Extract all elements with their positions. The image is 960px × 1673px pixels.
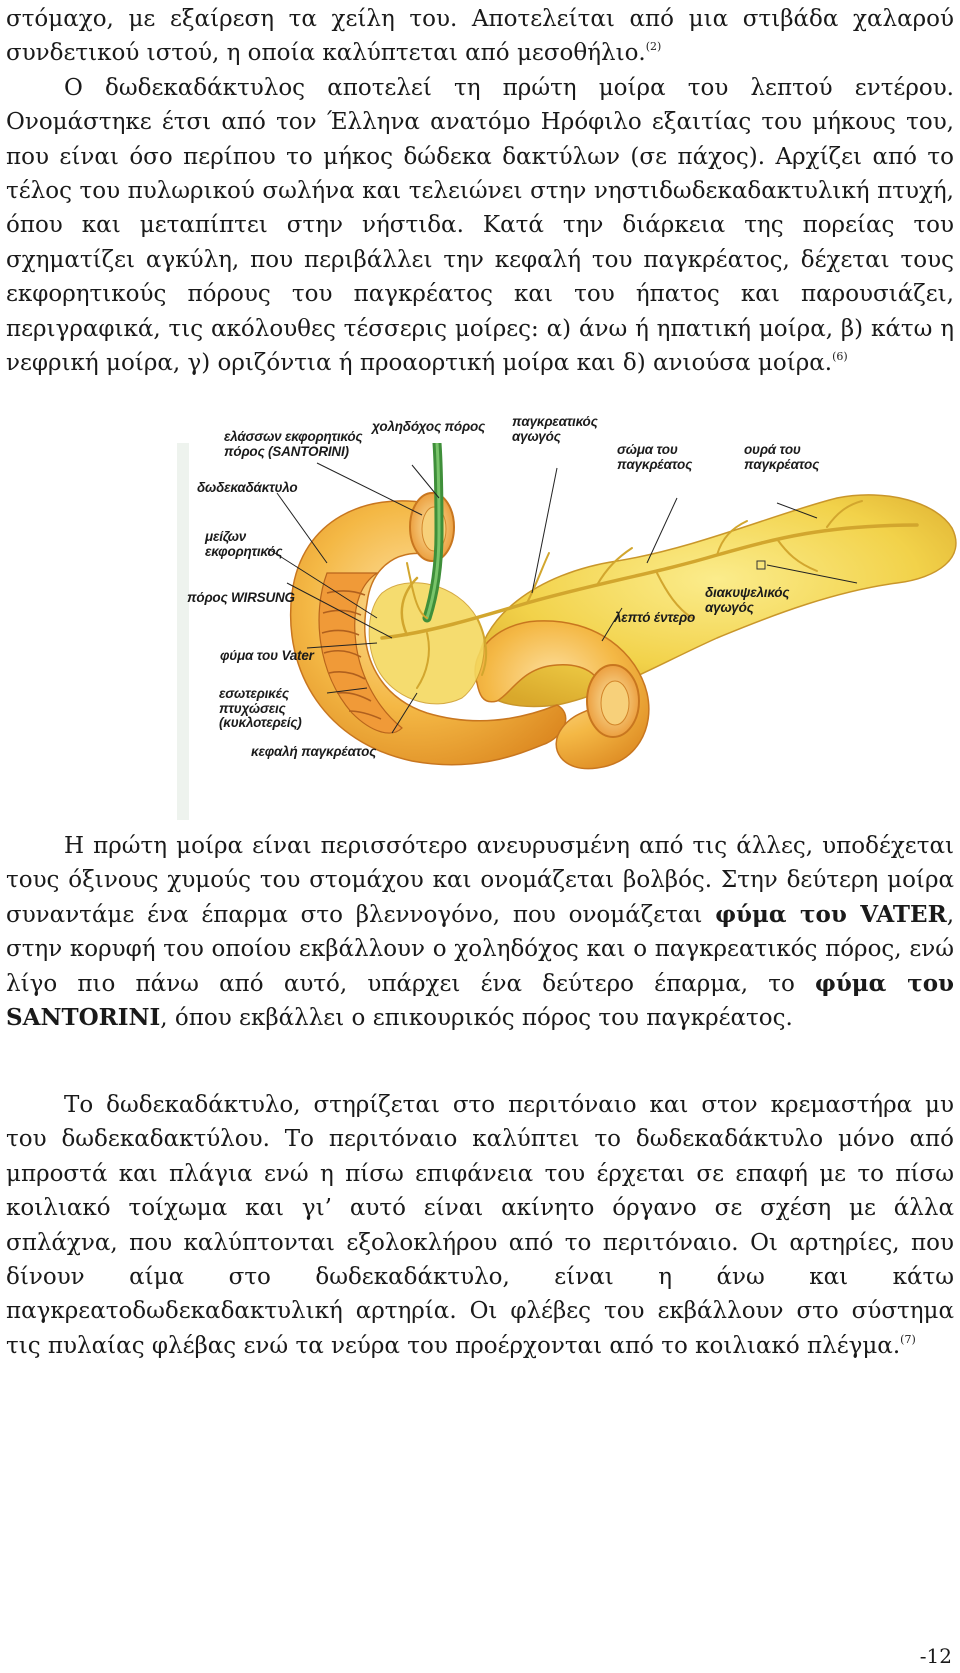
reference-marker: (2) (645, 40, 662, 54)
paragraph-text: , στην κορυφή του οποίου εκβάλλουν ο χοληδόχος και ο παγκρεατικός πόρος, ενώ λίγο πιο πάνω από αυτό, υπάρχει ένα δεύτερο έπαρμα, το (6, 901, 954, 997)
paragraph-duodenum-intro (6, 2, 954, 380)
label-accessory-duct: ελάσσων εκφορητικός πόρος (SANTORINI) (224, 429, 363, 459)
pancreas-head (369, 583, 484, 704)
paragraph-peritoneum (6, 1088, 954, 1363)
label-small-intestine: λεπτό έντερο (614, 610, 696, 625)
label-pancreas-tail: ουρά του παγκρέατος (744, 442, 820, 472)
bold-term-vater: φύμα του VATER (715, 900, 947, 928)
image-edge (177, 443, 189, 820)
label-interlobular-duct: διακυψελικός αγωγός (705, 585, 790, 615)
bold-term-santorini: φύμα του SANTORINI (6, 969, 954, 1032)
paragraph-vater-santorini (6, 829, 954, 1035)
paragraph-text: Η πρώτη μοίρα είναι περισσότερο ανευρυσμένη από τις άλλες, υποδέχεται τους όξινους χυμούς του στομάχου και ονομάζεται βολβός. Στην δεύτερη μοίρα συναντάμε ένα έπαρμα στο βλεννογόνο, που ονομάζεται (6, 833, 954, 928)
label-duodenum: δωδεκαδάκτυλο (197, 480, 298, 495)
page-number: -12 (919, 1644, 952, 1668)
label-wirsung: πόρος WIRSUNG (187, 590, 295, 605)
paragraph-text: Το δωδεκαδάκτυλο, στηρίζεται στο περιτόναιο και στον κρεμαστήρα μυ του δωδεκαδακτύλου. Το περιτόναιο καλύπτει το δωδεκαδάκτυλο μόνο από μπροστά και πλάγια ενώ η πίσω επιφάνεια του έρχεται σε επαφή με το πίσω κοιλιακό τοίχωμα και γι’ αυτό είναι ακίνητο όργανο σε σχέση με άλλα σπλάχνα, που καλύπτονται εξολοκλήρου από το περιτόναιο. Οι αρτηρίες, που δίνουν αίμα στο δωδεκαδάκτυλο, είναι η άνω και κάτω παγκρεατοδωδεκαδακτυλική αρτηρία. Οι φλέβες του εκβάλλουν στο σύστημα τις πυλαίας φλέβας ενώ τα νεύρα του προέρχονται από το κοιλιακό πλέγμα. (6, 1092, 954, 1359)
paragraph-text: Ο δωδεκαδάκτυλος αποτελεί τη πρώτη μοίρα του λεπτού εντέρου. Ονομάστηκε έτσι από τον Έλληνα ανατόμο Ηρόφιλο εξαιτίας του μήκους του, που είναι όσο περίπου το μήκος δώδεκα δακτύλων (σε πάχος). Αρχίζει από το τέλος του πυλωρικού σωλήνα και τελειώνει στην νηστιδωδεκαδακτυλική πτυχή, όπου και μεταπίπτει στην νήστιδα. Κατά την διάρκεια της πορείας του σχηματίζει αγκύλη, που περιβάλλει την κεφαλή του παγκρέατος, δέχεται τους εκφορητικούς πόρους του παγκρέατος και του ήπατος και παρουσιάζει, περιγραφικά, τις ακόλουθες τέσσερις μοίρες: α) άνω ή ηπατική μοίρα, β) κάτω η νεφρική μοίρα, γ) οριζόντια ή προαορτική μοίρα και δ) ανιούσα μοίρα. (6, 74, 954, 377)
label-major-duct: μείζων εκφορητικός (205, 529, 283, 559)
reference-marker: (7) (900, 1332, 916, 1346)
pancreas-duodenum-figure (177, 414, 960, 820)
paragraph-text: στόμαχο, με εξαίρεση τα χείλη του. Αποτελείται από μια στιβάδα χαλαρού συνδετικού ιστού, η οποία καλύπτεται από μεσοθήλιο. (6, 6, 954, 67)
label-circular-folds: εσωτερικές πτυχώσεις (κυκλοτερείς) (219, 686, 302, 730)
label-pancreatic-duct: παγκρεατικός αγωγός (512, 414, 598, 444)
label-pancreas-head: κεφαλή παγκρέατος (251, 744, 377, 759)
reference-marker: (6) (832, 350, 848, 364)
label-bile-duct: χοληδόχος πόρος (372, 419, 485, 434)
label-vater: φύμα του Vater (220, 648, 314, 663)
paragraph-text: , όπου εκβάλλει ο επικουρικός πόρος του παγκρέατος. (160, 1005, 793, 1032)
pancreas-illustration (177, 443, 960, 820)
label-pancreas-body: σώμα του παγκρέατος (617, 442, 693, 472)
